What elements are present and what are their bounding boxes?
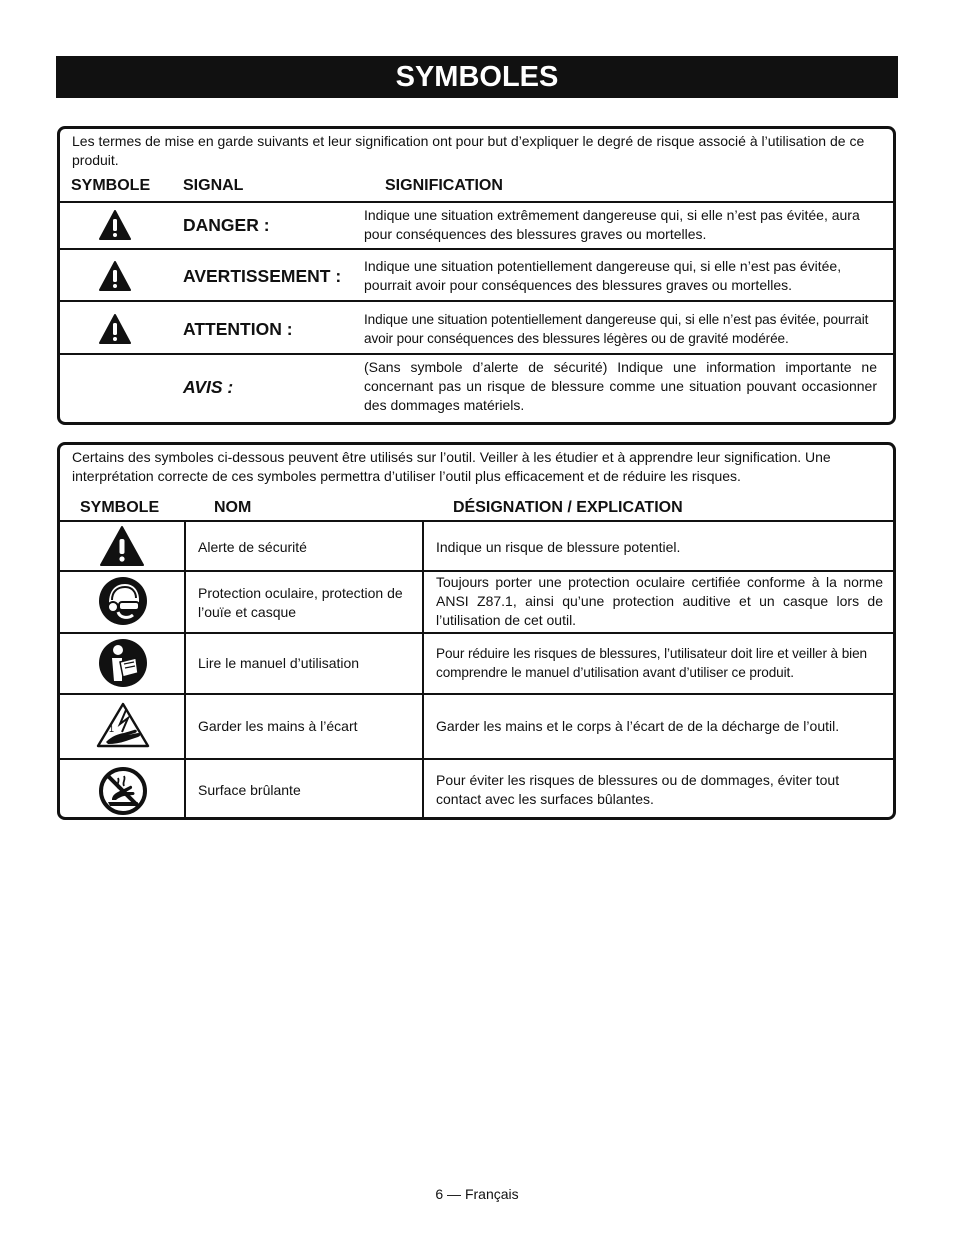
row-divider — [60, 570, 893, 572]
symbol-name-hot-surface: Surface brûlante — [198, 782, 301, 798]
symbol-name-read-manual: Lire le manuel d’utilisation — [198, 655, 360, 671]
symbol-name-eye-protection: Protection oculaire, protection de l’ouïe et casque — [198, 585, 403, 620]
warning-triangle-icon — [98, 313, 132, 345]
row-divider — [60, 758, 893, 760]
signal-avertissement: AVERTISSEMENT : — [183, 266, 342, 286]
header-symbol: SYMBOLE — [71, 177, 151, 194]
warning-triangle-icon — [98, 260, 132, 292]
meaning-attention: Indique une situation potentiellement dangereuse qui, si elle n’est pas évitée, pourrait avoir pour conséquences des blessures légères ou de gravité modérée. — [364, 312, 869, 346]
symbols-table — [57, 442, 896, 820]
meaning-avertissement: Indique une situation potentiellement dangereuse qui, si elle n’est pas évitée, pourrait avoir pour conséquences des blessures graves ou mortelles. — [364, 258, 842, 293]
signal-table-intro: Les termes de mise en garde suivants et leur signification ont pour but d’expliquer le degré de risque associé à l’utilisation de ce produit. — [72, 133, 865, 168]
symbol-explanation-eye-protection: Toujours porter une protection oculaire certifiée conforme à la norme ANSI Z87.1, ainsi qu’une protection auditive et un casque lors de l’utilisation de cet outil. — [436, 574, 883, 628]
symbol-explanation-read-manual: Pour réduire les risques de blessures, l’utilisateur doit lire et veiller à bien comprendre le manuel d’utilisation avant d’utiliser ce produit. — [436, 646, 867, 680]
row-divider — [60, 353, 893, 355]
signal-attention: ATTENTION : — [183, 319, 293, 339]
hot-surface-icon — [98, 766, 148, 816]
symbol-explanation-hot-surface: Pour éviter les risques de blessures ou de dommages, éviter tout contact avec les surfaces bûlantes. — [436, 772, 840, 807]
warning-triangle-icon — [98, 209, 132, 241]
symbol-name-safety-alert: Alerte de sécurité — [198, 539, 307, 555]
meaning-avis: (Sans symbole d’alerte de sécurité) Indique une information importante ne concernant pas un risque de blessure comme une situation pouvant occasionner des dommages matériels. — [364, 359, 877, 413]
page-title: SYMBOLES — [56, 56, 898, 98]
header-name: NOM — [214, 499, 252, 516]
column-divider — [184, 520, 186, 820]
row-divider — [60, 632, 893, 634]
safety-alert-icon — [99, 525, 145, 567]
read-manual-icon — [98, 638, 148, 688]
row-divider — [60, 201, 893, 203]
signal-avis: AVIS : — [183, 377, 234, 397]
symbol-explanation-safety-alert: Indique un risque de blessure potentiel. — [436, 539, 681, 555]
signal-danger: DANGER : — [183, 215, 270, 235]
symbol-name-keep-hands-away: Garder les mains à l’écart — [198, 718, 358, 734]
header-symbol: SYMBOLE — [80, 499, 160, 516]
svg-text:1: 1 — [109, 724, 115, 734]
row-divider — [60, 693, 893, 695]
column-divider — [422, 520, 424, 820]
page-footer: 6 — Français — [435, 1186, 519, 1202]
eye-ear-head-protection-icon — [98, 576, 148, 626]
row-divider — [60, 300, 893, 302]
header-meaning: SIGNIFICATION — [385, 177, 503, 194]
header-explanation: DÉSIGNATION / EXPLICATION — [453, 499, 683, 516]
signal-words-table — [57, 126, 896, 425]
meaning-danger: Indique une situation extrêmement dangereuse qui, si elle n’est pas évitée, aura pour conséquences des blessures graves ou mortelles. — [364, 207, 860, 242]
row-divider — [60, 248, 893, 250]
header-signal: SIGNAL — [183, 177, 244, 194]
keep-hands-away-icon — [96, 702, 150, 748]
symbols-table-intro: Certains des symboles ci-dessous peuvent être utilisés sur l’outil. Veiller à les étudier et à apprendre leur signification. Une interprétation correcte de ces symboles permettra d’utiliser l’outil plus efficacement et de réduire les risques. — [72, 449, 831, 484]
symbol-explanation-keep-hands-away: Garder les mains et le corps à l’écart de de la décharge de l’outil. — [436, 718, 840, 734]
